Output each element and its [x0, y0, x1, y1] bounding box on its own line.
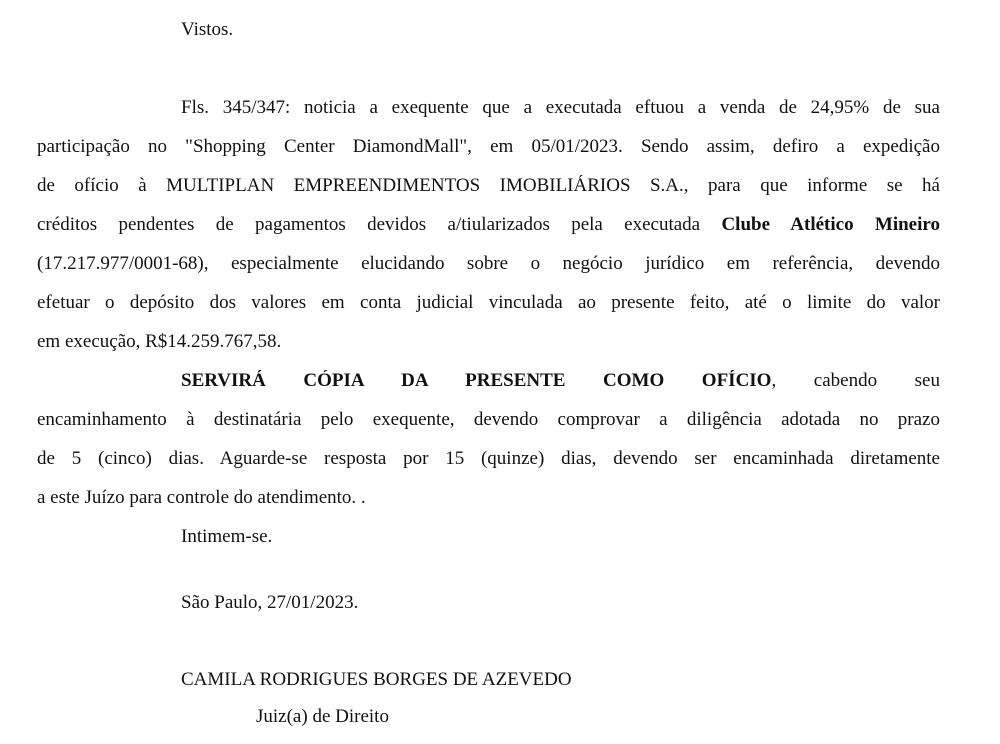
paragraph1-line-1: Fls. 345/347: noticia a exequente que a executada eftuou a venda de 24,95% de sua	[181, 97, 940, 118]
servira-copia-lead: SERVIRÁ CÓPIA DA PRESENTE COMO OFÍCIO	[181, 370, 772, 391]
paragraph1-line-7: em execução, R$14.259.767,58.	[37, 331, 282, 352]
paragraph1-line-5: (17.217.977/0001-68), especialmente elucidando sobre o negócio jurídico em referência, devendo	[37, 253, 940, 274]
executada-name: Clube Atlético Mineiro	[721, 214, 940, 235]
vistos-heading: Vistos.	[181, 19, 234, 40]
paragraph2-line-2: encaminhamento à destinatária pelo exequente, devendo comprovar a diligência adotada no prazo	[37, 409, 940, 430]
paragraph2-line-1	[181, 370, 940, 392]
paragraph1-line-2: participação no "Shopping Center DiamondMall", em 05/01/2023. Sendo assim, defiro a expedição	[37, 136, 940, 157]
paragraph1-line-4	[37, 214, 940, 236]
paragraph2-line-3: de 5 (cinco) dias. Aguarde-se resposta por 15 (quinze) dias, devendo ser encaminhada diretamente	[37, 448, 940, 469]
paragraph1-line-3: de ofício à MULTIPLAN EMPREENDIMENTOS IMOBILIÁRIOS S.A., para que informe se há	[37, 175, 940, 196]
place-date: São Paulo, 27/01/2023.	[181, 592, 359, 613]
intimem-se: Intimem-se.	[181, 526, 273, 547]
paragraph2-lead-rest: , cabendo seu	[771, 370, 940, 391]
signatory-name: CAMILA RODRIGUES BORGES DE AZEVEDO	[181, 669, 572, 690]
paragraph1-line-6: efetuar o depósito dos valores em conta judicial vinculada ao presente feito, até o limite do valor	[37, 292, 940, 313]
paragraph2-line-4: a este Juízo para controle do atendimento. .	[37, 487, 366, 508]
paragraph1-line-4-text: créditos pendentes de pagamentos devidos a/tiularizados pela executada	[37, 214, 701, 235]
signatory-title: Juiz(a) de Direito	[256, 706, 389, 727]
